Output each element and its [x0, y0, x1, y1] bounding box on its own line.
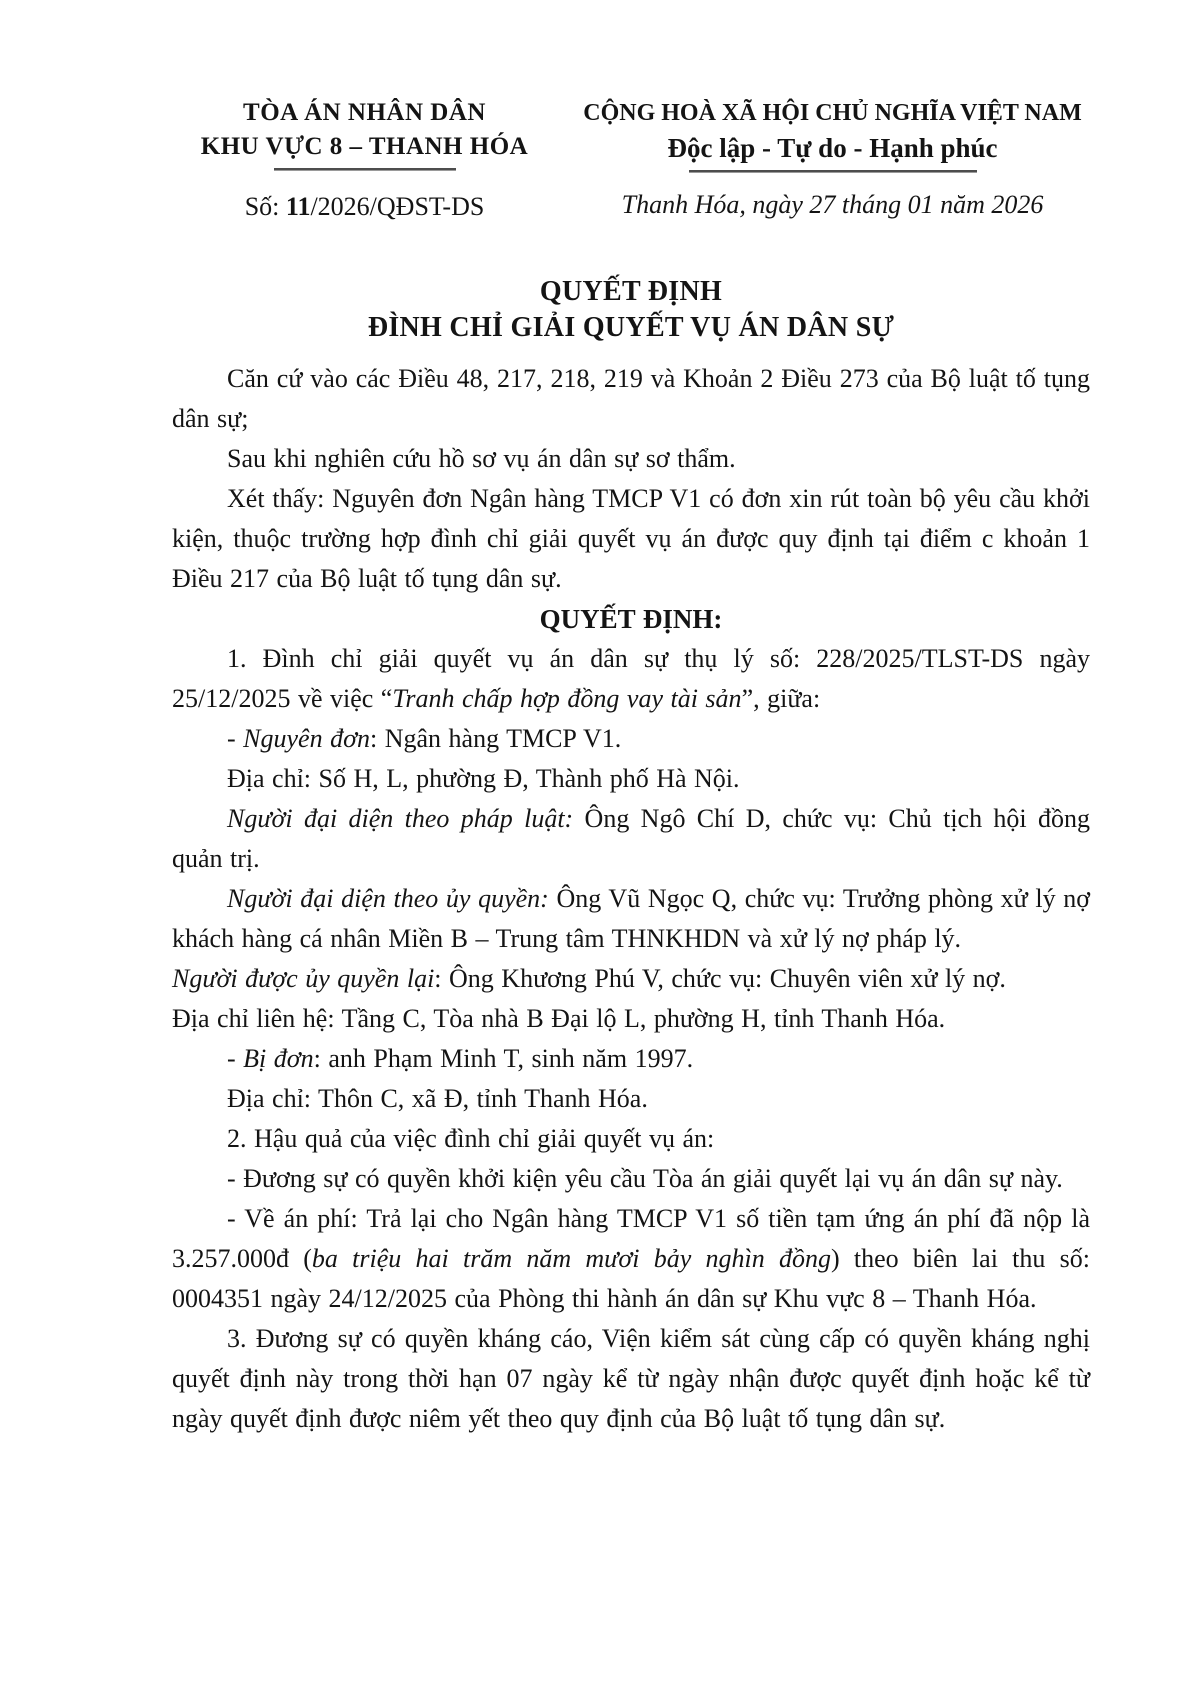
- paragraph: Địa chỉ liên hệ: Tầng C, Tòa nhà B Đại lộ L, phường H, tỉnh Thanh Hóa.: [172, 1004, 946, 1033]
- paragraph: Địa chỉ: Số H, L, phường Đ, Thành phố Hà Nội.: [227, 764, 740, 793]
- court-name-line1: TÒA ÁN NHÂN DÂN: [243, 99, 486, 126]
- document-body: [172, 359, 1090, 1439]
- paragraph: - Về án phí: Trả lại cho Ngân hàng TMCP V1 số tiền tạm ứng án phí đã nộp là 3.257.000đ (ba triệu hai trăm năm mươi bảy nghìn đồng) theo biên lai thu số: 0004351 ngày 24/12/2025 của Phòng thi hành án dân sự Khu vực 8 – Thanh Hóa.: [172, 1204, 1090, 1313]
- paragraph: Căn cứ vào các Điều 48, 217, 218, 219 và Khoản 2 Điều 273 của Bộ luật tố tụng dân sự;: [172, 364, 1090, 433]
- national-title: CỘNG HOÀ XÃ HỘI CHỦ NGHĨA VIỆT NAM: [583, 100, 1082, 126]
- paragraph: Người đại diện theo ủy quyền: Ông Vũ Ngọc Q, chức vụ: Trưởng phòng xử lý nợ khách hàng cá nhân Miền B – Trung tâm THNKHDN và xử lý nợ pháp lý.: [172, 884, 1090, 953]
- paragraph: - Bị đơn: anh Phạm Minh T, sinh năm 1997.: [227, 1044, 694, 1073]
- title-line1: QUYẾT ĐỊNH: [539, 276, 723, 307]
- paragraph: 2. Hậu quả của việc đình chỉ giải quyết vụ án:: [227, 1124, 715, 1153]
- title-line2: ĐÌNH CHỈ GIẢI QUYẾT VỤ ÁN DÂN SỰ: [367, 312, 895, 343]
- paragraph: Người được ủy quyền lại: Ông Khương Phú V, chức vụ: Chuyên viên xử lý nợ.: [172, 964, 1006, 993]
- document-number: Số: 11/2026/QĐST-DS: [244, 192, 485, 221]
- paragraph: Địa chỉ: Thôn C, xã Đ, tỉnh Thanh Hóa.: [227, 1084, 648, 1113]
- paragraph: Sau khi nghiên cứu hồ sơ vụ án dân sự sơ thẩm.: [227, 444, 736, 473]
- document-title: [172, 274, 1090, 346]
- paragraph: - Đương sự có quyền khởi kiện yêu cầu Tòa án giải quyết lại vụ án dân sự này.: [227, 1164, 1063, 1193]
- national-motto: Độc lập - Tự do - Hạnh phúc: [667, 133, 998, 163]
- issuing-court-block: [172, 96, 557, 222]
- paragraph: Xét thấy: Nguyên đơn Ngân hàng TMCP V1 có đơn xin rút toàn bộ yêu cầu khởi kiện, thuộc trường hợp đình chỉ giải quyết vụ án được quy định tại điểm c khoản 1 Điều 217 của Bộ luật tố tụng dân sự.: [172, 484, 1090, 593]
- paragraph: 1. Đình chỉ giải quyết vụ án dân sự thụ lý số: 228/2025/TLST-DS ngày 25/12/2025 về việc “Tranh chấp hợp đồng vay tài sản”, giữa:: [172, 644, 1090, 713]
- court-name-line2: KHU VỰC 8 – THANH HÓA: [200, 133, 529, 160]
- paragraph: Người đại diện theo pháp luật: Ông Ngô Chí D, chức vụ: Chủ tịch hội đồng quản trị.: [172, 804, 1090, 873]
- paragraph: - Nguyên đơn: Ngân hàng TMCP V1.: [227, 724, 622, 753]
- place-date-line: Thanh Hóa, ngày 27 tháng 01 năm 2026: [621, 190, 1044, 219]
- preamble-section: [172, 359, 1090, 599]
- decision-section: [172, 639, 1090, 1439]
- national-motto-block: [575, 96, 1090, 220]
- court-name-underline: [274, 168, 456, 171]
- motto-underline: [689, 170, 977, 173]
- paragraph: 3. Đương sự có quyền kháng cáo, Viện kiểm sát cùng cấp có quyền kháng nghị quyết định này trong thời hạn 07 ngày kể từ ngày nhận được quyết định hoặc kể từ ngày quyết định được niêm yết theo quy định của Bộ luật tố tụng dân sự.: [172, 1324, 1090, 1433]
- decision-heading: QUYẾT ĐỊNH:: [539, 604, 723, 634]
- document-header: [172, 96, 1090, 222]
